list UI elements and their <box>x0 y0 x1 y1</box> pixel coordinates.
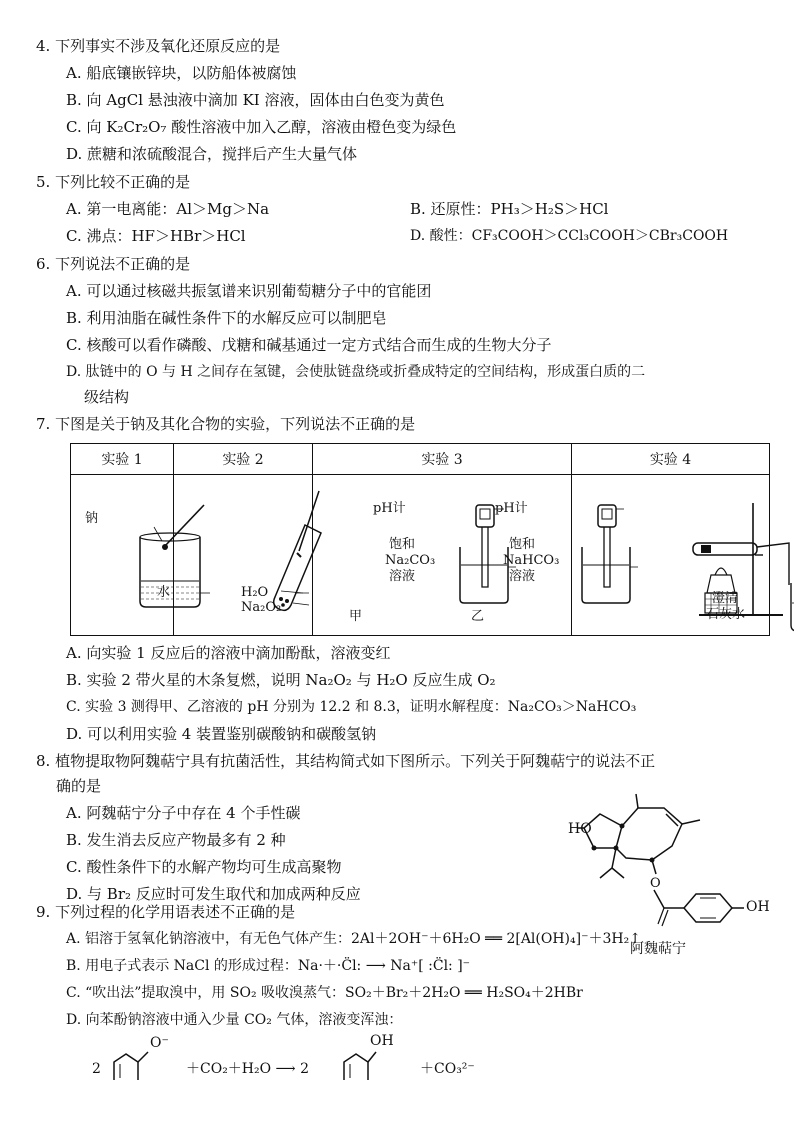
phenoxide-o-label: O⁻ <box>150 1035 169 1051</box>
water-label: 水 <box>157 585 171 600</box>
ester-oxygen-label: O <box>650 876 661 891</box>
q5-option-b: B. 还原性：PH₃＞H₂S＞HCl <box>410 200 609 218</box>
limewater-label: 石灰水 <box>706 607 746 622</box>
q6-option-d-line1: D. 肽链中的 O 与 H 之间存在氢键，会使肽链盘绕或折叠成特定的空间结构，形成蛋白质的二 <box>66 364 646 380</box>
q7-option-c: C. 实验 3 测得甲、乙溶液的 pH 分别为 12.2 和 8.3，证明水解程度：Na₂CO₃＞NaHCO₃ <box>66 699 637 715</box>
sodium-label: 钠 <box>85 511 99 526</box>
experiment-4-header: 实验 4 <box>572 444 770 475</box>
experiment-4-cell <box>572 475 770 636</box>
q4-option-d: D. 蔗糖和浓硫酸混合，搅拌后产生大量气体 <box>66 145 358 163</box>
solution-label-1: 溶液 <box>389 569 416 584</box>
q8-option-d: D. 与 Br₂ 反应时可发生取代和加成两种反应 <box>66 885 361 903</box>
experiment-2-header: 实验 2 <box>174 444 313 475</box>
experiment-3-header: 实验 3 <box>313 444 572 475</box>
structure-diagram <box>560 790 780 890</box>
q4-option-b: B. 向 AgCl 悬浊液中滴加 KI 溶液，固体由白色变为黄色 <box>66 91 445 109</box>
q5-option-a: A. 第一电离能：Al＞Mg＞Na <box>66 200 270 218</box>
solution-label-2: 溶液 <box>509 569 536 584</box>
q9-stem: 9. 下列过程的化学用语表述不正确的是 <box>36 903 296 921</box>
q8-option-b: B. 发生消去反应产物最多有 2 种 <box>66 831 286 849</box>
equation-end: ＋CO₃²⁻ <box>420 1061 475 1077</box>
q5-option-c: C. 沸点：HF＞HBr＞HCl <box>66 227 246 245</box>
q9-option-b: B. 用电子式表示 NaCl 的形成过程：Na·＋·C̈l: ⟶ Na⁺[ :C̈l: ]⁻ <box>66 958 471 974</box>
hydroxyl-label-2: OH <box>746 899 770 915</box>
q4-option-c: C. 向 K₂Cr₂O₇ 酸性溶液中加入乙醇，溶液由橙色变为绿色 <box>66 118 457 136</box>
benzoate-diagram <box>640 888 780 948</box>
experiment-1-cell <box>71 475 174 636</box>
q9-option-d: D. 向苯酚钠溶液中通入少量 CO₂ 气体，溶液变浑浊： <box>66 1012 403 1028</box>
q6-option-a: A. 可以通过核磁共振氢谱来识别葡萄糖分子中的官能团 <box>66 282 432 300</box>
compound-name: 阿魏萜宁 <box>630 941 686 957</box>
ph-meter-label-1: pH计 <box>373 501 406 516</box>
q8-option-a: A. 阿魏萜宁分子中存在 4 个手性碳 <box>66 804 301 822</box>
experiment-3-cell <box>313 475 572 636</box>
na2o2-label: Na₂O₂ <box>241 600 282 615</box>
q8-stem-line1: 8. 植物提取物阿魏萜宁具有抗菌活性，其结构简式如下图所示。下列关于阿魏萜宁的说法不正 <box>36 752 656 770</box>
ph-meter-label-2: pH计 <box>495 501 528 516</box>
nahco3-label: NaHCO₃ <box>503 553 560 568</box>
equation-coefficient-1: 2 <box>92 1061 101 1077</box>
q6-option-c: C. 核酸可以看作磷酸、戊糖和碱基通过一定方式结合而生成的生物大分子 <box>66 336 552 354</box>
q6-stem: 6. 下列说法不正确的是 <box>36 255 191 273</box>
beaker-jia-label: 甲 <box>349 609 363 624</box>
q7-option-b: B. 实验 2 带火星的木条复燃，说明 Na₂O₂ 与 H₂O 反应生成 O₂ <box>66 671 496 689</box>
q6-option-b: B. 利用油脂在碱性条件下的水解反应可以制肥皂 <box>66 309 387 327</box>
q5-option-d: D. 酸性：CF₃COOH＞CCl₃COOH＞CBr₃COOH <box>410 228 729 244</box>
na2co3-label: Na₂CO₃ <box>385 553 436 568</box>
phenol-oh-label: OH <box>370 1033 394 1049</box>
experiment-table <box>70 443 770 636</box>
q7-option-a: A. 向实验 1 反应后的溶液中滴加酚酞，溶液变红 <box>66 644 391 662</box>
h2o-label: H₂O <box>241 585 269 600</box>
saturated-label-2: 饱和 <box>509 537 536 552</box>
q8-option-c: C. 酸性条件下的水解产物均可生成高聚物 <box>66 858 342 876</box>
q9-option-c: C. “吹出法”提取溴中，用 SO₂ 吸收溴蒸气：SO₂＋Br₂＋2H₂O ══ H₂SO₄＋2HBr <box>66 985 583 1001</box>
q7-stem: 7. 下图是关于钠及其化合物的实验，下列说法不正确的是 <box>36 415 416 433</box>
q9-option-a: A. 铝溶于氢氧化钠溶液中，有无色气体产生：2Al＋2OH⁻＋6H₂O ══ 2[Al(OH)₄]⁻＋3H₂↑ <box>66 931 641 947</box>
q5-stem: 5. 下列比较不正确的是 <box>36 173 191 191</box>
saturated-label-1: 饱和 <box>389 537 416 552</box>
q6-option-d-line2: 级结构 <box>84 388 130 406</box>
experiment-1-header: 实验 1 <box>71 444 174 475</box>
q7-option-d: D. 可以利用实验 4 装置鉴别碳酸钠和碳酸氢钠 <box>66 725 377 743</box>
equation-middle: ＋CO₂＋H₂O ⟶ 2 <box>186 1061 309 1077</box>
q8-stem-line2: 确的是 <box>56 777 102 795</box>
clear-label: 澄清 <box>712 591 739 606</box>
q4-option-a: A. 船底镶嵌锌块，以防船体被腐蚀 <box>66 64 297 82</box>
experiment-2-cell <box>174 475 313 636</box>
beaker-yi-label: 乙 <box>471 609 485 624</box>
q4-stem: 4. 下列事实不涉及氧化还原反应的是 <box>36 37 281 55</box>
hydroxyl-label-1: HO <box>568 821 592 837</box>
